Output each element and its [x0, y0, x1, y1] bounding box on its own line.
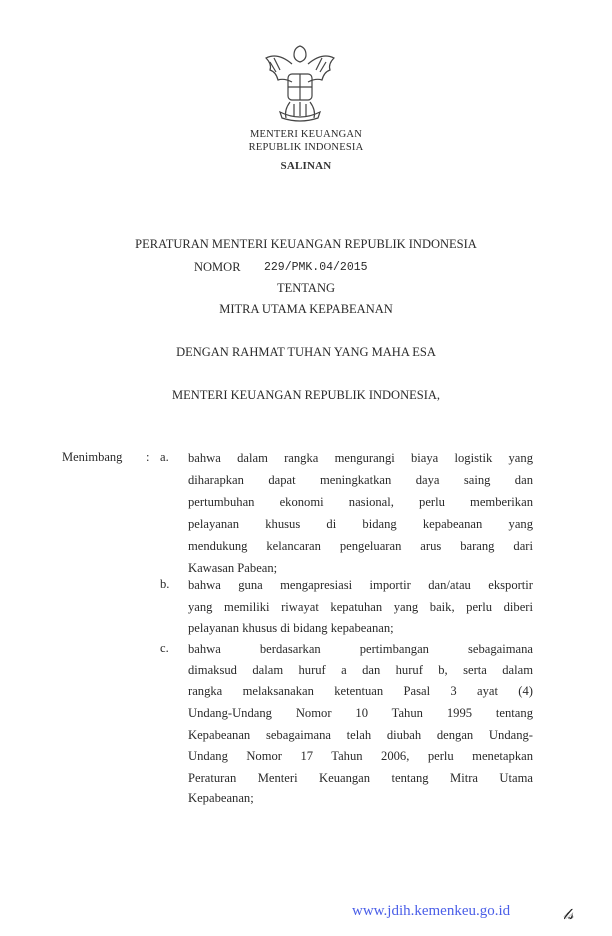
item-text-line: pelayanan khusus di bidang kepabeanan yang: [188, 517, 533, 531]
invocation: DENGAN RAHMAT TUHAN YANG MAHA ESA: [176, 345, 436, 359]
item-text-line: Undang Nomor 17 Tahun 2006, perlu menetapkan: [188, 749, 533, 763]
item-text-line: Peraturan Menteri Keuangan tentang Mitra Utama: [188, 771, 533, 785]
footer-url[interactable]: www.jdih.kemenkeu.go.id: [352, 903, 511, 919]
item-text-line: Kepabeanan sebagaimana telah diubah dengan Undang-: [188, 728, 533, 742]
menimbang-colon: :: [146, 450, 150, 464]
republic-name: REPUBLIK INDONESIA: [248, 142, 364, 153]
regulation-title: PERATURAN MENTERI KEUANGAN REPUBLIK INDONESIA: [135, 237, 477, 251]
item-text-line: yang memiliki riwayat kepatuhan yang baik, perlu diberi: [188, 600, 533, 614]
item-text-line: bahwa dalam rangka mengurangi biaya logistik yang: [188, 451, 533, 465]
item-text-line: mendukung kelancaran pengeluaran arus barang dari: [188, 539, 533, 553]
item-marker: a.: [160, 450, 169, 464]
menimbang-label: Menimbang: [62, 450, 123, 464]
nomor-label: NOMOR: [194, 260, 241, 274]
item-marker: c.: [160, 641, 169, 655]
item-text-line: Undang-Undang Nomor 10 Tahun 1995 tentang: [188, 706, 533, 720]
nomor-value: 229/PMK.04/2015: [264, 261, 368, 274]
item-text-line: dimaksud dalam huruf a dan huruf b, serta dalam: [188, 663, 533, 677]
ministry-name: MENTERI KEUANGAN: [250, 129, 362, 140]
item-text-line: bahwa berdasarkan pertimbangan sebagaimana: [188, 642, 533, 656]
garuda-emblem-icon: [262, 42, 338, 126]
item-marker: b.: [160, 577, 170, 591]
item-text-line: pelayanan khusus di bidang kepabeanan;: [188, 621, 394, 635]
tentang-label: TENTANG: [276, 281, 335, 295]
issuer: MENTERI KEUANGAN REPUBLIK INDONESIA,: [171, 388, 441, 402]
handwritten-initials: 𝓁𝓈: [563, 905, 574, 923]
item-text-line: Kawasan Pabean;: [188, 561, 278, 575]
item-text-line: Kepabeanan;: [188, 791, 254, 805]
regulation-subject: MITRA UTAMA KEPABEANAN: [219, 302, 393, 316]
item-text-line: bahwa guna mengapresiasi importir dan/atau eksportir: [188, 578, 533, 592]
item-text-line: rangka melaksanakan ketentuan Pasal 3 ayat (4): [188, 684, 533, 698]
salinan-stamp: SALINAN: [280, 160, 332, 172]
item-text-line: diharapkan dapat meningkatkan daya saing dan: [188, 473, 533, 487]
item-text-line: pertumbuhan ekonomi nasional, perlu memberikan: [188, 495, 533, 509]
